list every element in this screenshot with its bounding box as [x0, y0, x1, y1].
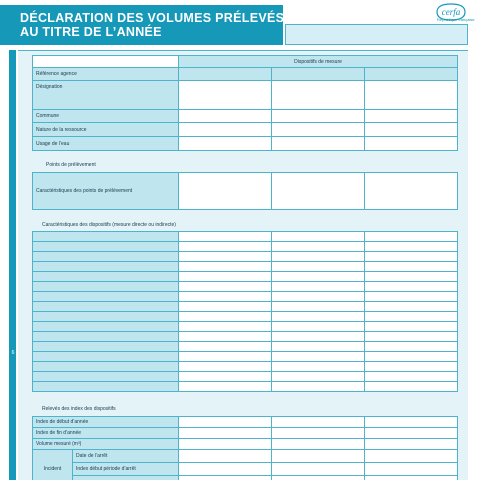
row-label-incident: Incident	[33, 450, 73, 480]
caracteristiques-cell[interactable]	[179, 282, 272, 292]
caracteristiques-cell[interactable]	[179, 382, 272, 392]
incident-extra-label	[73, 476, 179, 480]
caracteristiques-cell[interactable]	[272, 242, 365, 252]
ref-cell-2[interactable]	[272, 68, 365, 81]
volume-cell-2[interactable]	[272, 439, 365, 450]
caracteristiques-label-cell[interactable]	[33, 342, 179, 352]
row-label-points: Caractéristiques des points de prélèvement	[33, 173, 179, 210]
caracteristiques-cell[interactable]	[365, 372, 458, 382]
dispositifs-header: Dispositifs de mesure	[179, 56, 458, 68]
caracteristiques-cell[interactable]	[179, 332, 272, 342]
caracteristiques-cell[interactable]	[365, 362, 458, 372]
form-title-line2: AU TITRE DE L’ANNÉE	[20, 25, 162, 39]
caracteristiques-cell[interactable]	[272, 262, 365, 272]
caracteristiques-label-cell[interactable]	[33, 262, 179, 272]
form-title	[0, 5, 283, 45]
caracteristiques-row	[33, 382, 458, 392]
index-debut-cell-2[interactable]	[272, 417, 365, 428]
caracteristiques-cell[interactable]	[272, 382, 365, 392]
nature-cell-1[interactable]	[179, 123, 272, 137]
caracteristiques-cell[interactable]	[365, 282, 458, 292]
caracteristiques-cell[interactable]	[272, 322, 365, 332]
row-label-volume: Volume mesuré (m³)	[33, 439, 179, 450]
nature-cell-2[interactable]	[272, 123, 365, 137]
points-cell-3[interactable]	[365, 173, 458, 210]
caracteristiques-row	[33, 312, 458, 322]
designation-cell-3[interactable]	[365, 81, 458, 110]
page-number: 6	[11, 350, 15, 356]
index-arret-cell-1[interactable]	[179, 463, 272, 476]
dispositifs-table	[32, 55, 458, 151]
ref-cell-1[interactable]	[179, 68, 272, 81]
form-title-line1: DÉCLARATION DES VOLUMES PRÉLEVÉS	[20, 11, 285, 25]
year-field[interactable]	[285, 24, 468, 45]
caracteristiques-cell[interactable]	[365, 352, 458, 362]
date-arret-cell-3[interactable]	[365, 450, 458, 463]
caracteristiques-cell[interactable]	[179, 292, 272, 302]
caracteristiques-cell[interactable]	[179, 342, 272, 352]
caracteristiques-cell[interactable]	[272, 282, 365, 292]
caracteristiques-cell[interactable]	[365, 382, 458, 392]
caracteristiques-label-cell[interactable]	[33, 312, 179, 322]
caracteristiques-label-cell[interactable]	[33, 332, 179, 342]
points-section-title: Points de prélèvement	[46, 162, 96, 168]
caracteristiques-row	[33, 292, 458, 302]
caracteristiques-label-cell[interactable]	[33, 322, 179, 332]
caracteristiques-cell[interactable]	[179, 262, 272, 272]
left-margin-strip	[9, 50, 16, 480]
volume-cell-1[interactable]	[179, 439, 272, 450]
caracteristiques-cell[interactable]	[179, 312, 272, 322]
caracteristiques-row	[33, 362, 458, 372]
caracteristiques-cell[interactable]	[365, 292, 458, 302]
caracteristiques-row	[33, 352, 458, 362]
caracteristiques-cell[interactable]	[179, 362, 272, 372]
commune-cell-3[interactable]	[365, 110, 458, 123]
logo-subtitle: République française	[437, 17, 475, 22]
caracteristiques-row	[33, 232, 458, 242]
index-fin-cell-1[interactable]	[179, 428, 272, 439]
designation-cell-1[interactable]	[179, 81, 272, 110]
caracteristiques-table	[32, 231, 458, 392]
caracteristiques-row	[33, 302, 458, 312]
caracteristiques-label-cell[interactable]	[33, 292, 179, 302]
caracteristiques-cell[interactable]	[272, 252, 365, 262]
incident-extra-cell-2[interactable]	[272, 476, 365, 480]
caracteristiques-cell[interactable]	[365, 232, 458, 242]
caracteristiques-cell[interactable]	[272, 352, 365, 362]
caracteristiques-cell[interactable]	[272, 272, 365, 282]
usage-cell-3[interactable]	[365, 137, 458, 151]
incident-extra-cell-1[interactable]	[179, 476, 272, 480]
row-label-date-arret: Date de l’arrêt	[73, 450, 179, 463]
caracteristiques-cell[interactable]	[365, 302, 458, 312]
caracteristiques-cell[interactable]	[272, 332, 365, 342]
caracteristiques-cell[interactable]	[272, 342, 365, 352]
row-label-index-debut: Index de début d’année	[33, 417, 179, 428]
index-debut-cell-3[interactable]	[365, 417, 458, 428]
commune-cell-1[interactable]	[179, 110, 272, 123]
caracteristiques-row	[33, 322, 458, 332]
caracteristiques-label-cell[interactable]	[33, 232, 179, 242]
row-label-usage: Usage de l’eau	[33, 137, 179, 151]
caracteristiques-label-cell[interactable]	[33, 362, 179, 372]
caracteristiques-row	[33, 332, 458, 342]
row-label-index-arret: Index début période d’arrêt	[73, 463, 179, 476]
designation-cell-2[interactable]	[272, 81, 365, 110]
caracteristiques-label-cell[interactable]	[33, 242, 179, 252]
points-cell-2[interactable]	[272, 173, 365, 210]
caracteristiques-label-cell[interactable]	[33, 372, 179, 382]
usage-cell-1[interactable]	[179, 137, 272, 151]
caracteristiques-section-title: Caractéristiques des dispositifs (mesure directe ou indirecte)	[42, 222, 176, 228]
caracteristiques-cell[interactable]	[272, 312, 365, 322]
caracteristiques-cell[interactable]	[365, 252, 458, 262]
caracteristiques-cell[interactable]	[272, 232, 365, 242]
caracteristiques-cell[interactable]	[179, 322, 272, 332]
row-label-designation: Désignation	[33, 81, 179, 110]
points-cell-1[interactable]	[179, 173, 272, 210]
row-label-index-fin: Index de fin d’année	[33, 428, 179, 439]
commune-cell-2[interactable]	[272, 110, 365, 123]
caracteristiques-row	[33, 372, 458, 382]
caracteristiques-cell[interactable]	[179, 352, 272, 362]
points-table	[32, 172, 458, 210]
row-label-commune: Commune	[33, 110, 179, 123]
nature-cell-3[interactable]	[365, 123, 458, 137]
caracteristiques-label-cell[interactable]	[33, 282, 179, 292]
caracteristiques-row	[33, 262, 458, 272]
caracteristiques-cell[interactable]	[365, 272, 458, 282]
caracteristiques-cell[interactable]	[365, 322, 458, 332]
caracteristiques-label-cell[interactable]	[33, 252, 179, 262]
caracteristiques-cell[interactable]	[272, 292, 365, 302]
caracteristiques-cell[interactable]	[365, 342, 458, 352]
row-label-reference: Référence agence	[33, 68, 179, 81]
corner-cell	[33, 56, 179, 68]
index-fin-cell-3[interactable]	[365, 428, 458, 439]
caracteristiques-row	[33, 282, 458, 292]
cerfa-logo-text: cerfa	[441, 7, 461, 17]
caracteristiques-cell[interactable]	[365, 242, 458, 252]
index-arret-cell-2[interactable]	[272, 463, 365, 476]
index-debut-cell-1[interactable]	[179, 417, 272, 428]
caracteristiques-cell[interactable]	[365, 332, 458, 342]
caracteristiques-row	[33, 242, 458, 252]
caracteristiques-label-cell[interactable]	[33, 302, 179, 312]
volume-cell-3[interactable]	[365, 439, 458, 450]
row-label-nature: Nature de la ressource	[33, 123, 179, 137]
caracteristiques-row	[33, 342, 458, 352]
releves-table	[32, 416, 458, 480]
caracteristiques-label-cell[interactable]	[33, 272, 179, 282]
caracteristiques-row	[33, 252, 458, 262]
caracteristiques-cell[interactable]	[365, 312, 458, 322]
usage-cell-2[interactable]	[272, 137, 365, 151]
date-arret-cell-2[interactable]	[272, 450, 365, 463]
date-arret-cell-1[interactable]	[179, 450, 272, 463]
caracteristiques-cell[interactable]	[179, 252, 272, 262]
caracteristiques-label-cell[interactable]	[33, 352, 179, 362]
caracteristiques-cell[interactable]	[272, 302, 365, 312]
caracteristiques-cell[interactable]	[179, 242, 272, 252]
index-fin-cell-2[interactable]	[272, 428, 365, 439]
caracteristiques-cell[interactable]	[179, 232, 272, 242]
caracteristiques-cell[interactable]	[179, 302, 272, 312]
caracteristiques-cell[interactable]	[179, 272, 272, 282]
ref-cell-3[interactable]	[365, 68, 458, 81]
caracteristiques-cell[interactable]	[365, 262, 458, 272]
caracteristiques-cell[interactable]	[272, 362, 365, 372]
caracteristiques-cell[interactable]	[272, 372, 365, 382]
caracteristiques-row	[33, 272, 458, 282]
releves-section-title: Relevés des index des dispositifs	[42, 406, 116, 412]
caracteristiques-cell[interactable]	[179, 372, 272, 382]
caracteristiques-label-cell[interactable]	[33, 382, 179, 392]
index-arret-cell-3[interactable]	[365, 463, 458, 476]
incident-extra-cell-3[interactable]	[365, 476, 458, 480]
